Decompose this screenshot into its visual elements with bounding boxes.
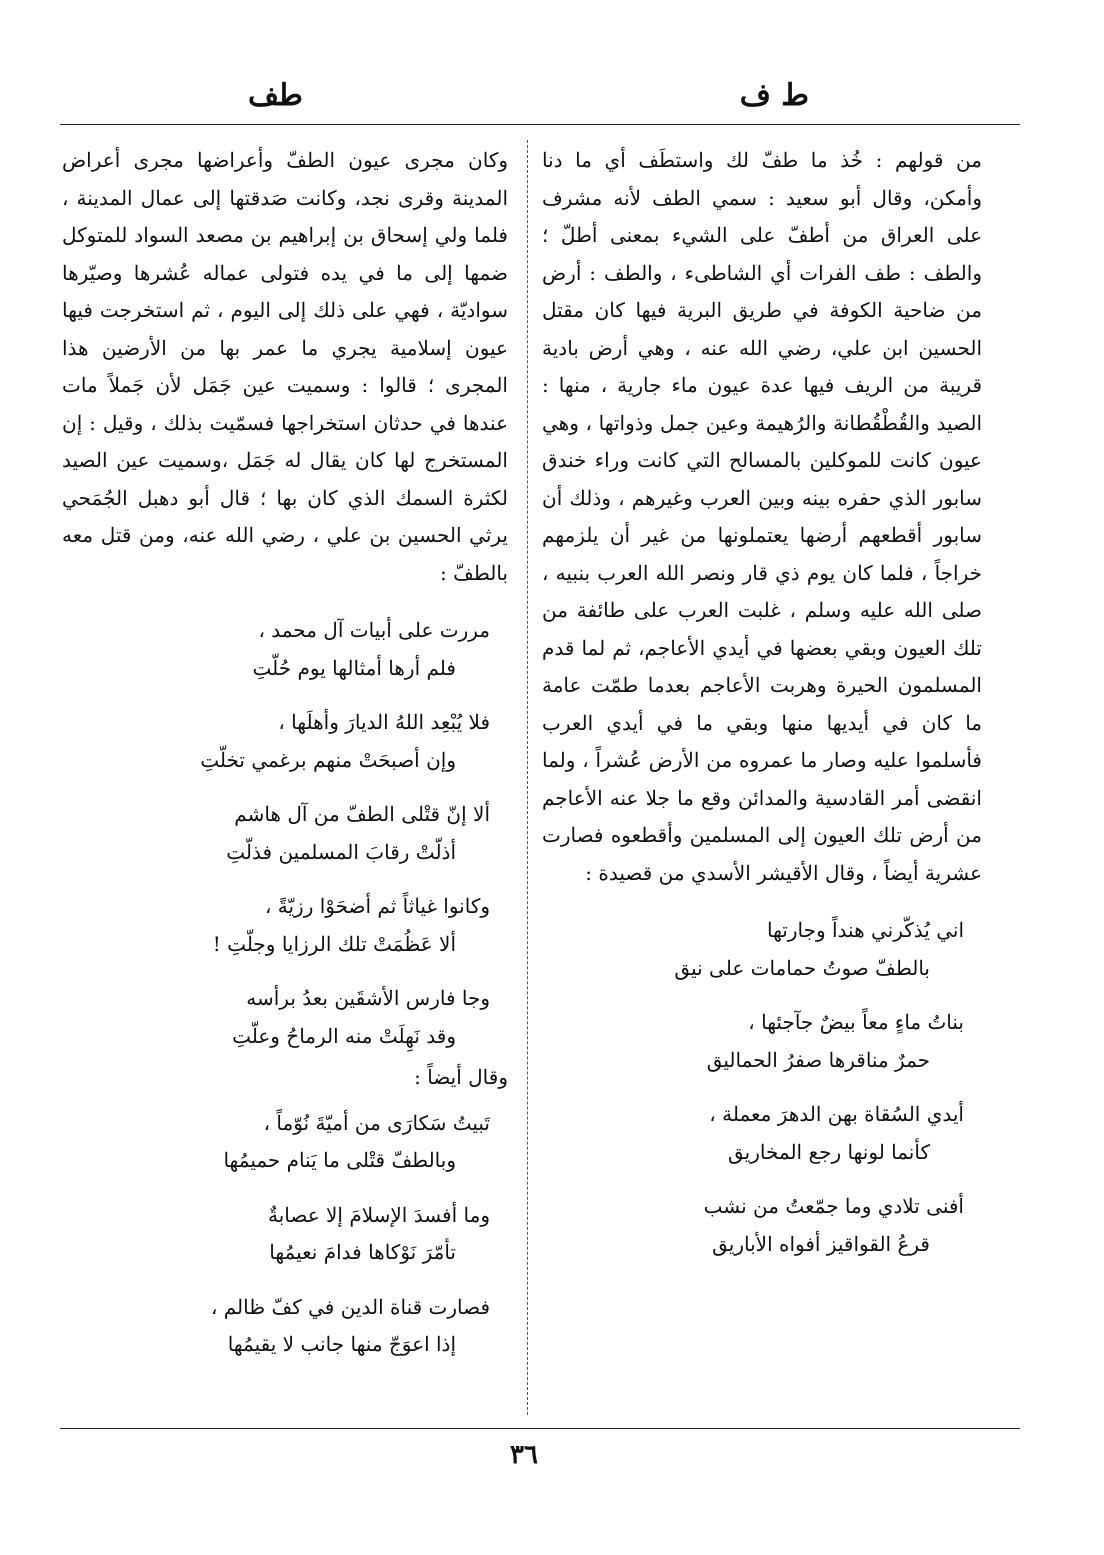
- verse: [62, 1197, 508, 1272]
- verse-first-hemistich: مررت على أبيات آل محمد ،: [258, 618, 490, 642]
- verse: [62, 612, 508, 687]
- verse-first-hemistich: اني يُذكّرني هنداً وجارتها: [766, 918, 964, 942]
- verse-second-hemistich: وبالطفّ قتْلى ما يَنام حميمُها: [223, 1148, 456, 1172]
- verse: [542, 912, 982, 987]
- right-column: [542, 142, 982, 1280]
- left-poem-1: [62, 612, 508, 1055]
- verse-second-hemistich: أذلّتْ رقابَ المسلمين فذلّتِ: [226, 839, 456, 864]
- verse-second-hemistich: حمرٌ مناقرها صفرُ الحماليق: [706, 1047, 930, 1072]
- right-poem: [542, 912, 982, 1263]
- verse: [62, 1289, 508, 1364]
- left-poem-2: [62, 1105, 508, 1364]
- verse-first-hemistich: وكانوا غياثاً ثم أضحَوْا رزيّةً ،: [264, 894, 490, 918]
- verse-second-hemistich: كأنما لونها رجع المخاريق: [727, 1139, 930, 1164]
- verse: [62, 1105, 508, 1180]
- verse: [62, 888, 508, 963]
- verse-second-hemistich: وقد نَهِلَتْ منه الرماحُ وعلّتِ: [232, 1023, 456, 1048]
- verse-second-hemistich: بالطفّ صوتُ حمامات على نيق: [674, 955, 930, 980]
- verse-second-hemistich: وإن أصبحَتْ منهم برغمي تخلّتِ: [200, 747, 456, 772]
- verse: [542, 1188, 982, 1263]
- verse-first-hemistich: وما أفسدَ الإسلامَ إلا عصابةٌ: [267, 1202, 490, 1227]
- verse-first-hemistich: وجا فارس الأشقَين بعدُ برأسه: [246, 986, 490, 1010]
- header-entry-right: ط ف: [739, 78, 809, 113]
- column-divider: [527, 140, 528, 1415]
- verse-first-hemistich: تَبيتُ سَكارَى من أميّةَ نُوّماً ،: [263, 1110, 490, 1135]
- left-column-paragraph: وكان مجرى عيون الطفّ وأعراضها مجرى أعراض المدينة وقرى نجد، وكانت صَدقتها إلى عمال المدينة ، فلما ولي إسحاق بن إبراهيم بن مصعد السواد للمتوكل ضمها إلى ما في يده فتولى عماله عُشرها وصيّرها سواديّة ، فهي على ذلك إلى اليوم ، ثم استخرجت فيها عيون إسلامية يجري ما عمر بها من الأرضين هذا المجرى ؛ قالوا : وسميت عين جَمَل لأن جَملاً مات عندها في حدثان استخراجها فسمّيت بذلك ، وقيل : إن المستخرج لها كان يقال له جَمَل ،وسميت عين الصيد لكثرة السمك الذي كان بها ؛ قال أبو دهبل الجُمَحي يرثي الحسين بن علي ، رضي الله عنه، ومن قتل معه بالطفّ :: [62, 148, 508, 585]
- verse-second-hemistich: فلم أرها أمثالها يوم حُلّتِ: [252, 655, 456, 680]
- right-column-paragraph: من قولهم : خُذ ما طفّ لك واستطَف أي ما دنا وأمكن، وقال أبو سعيد : سمي الطف لأنه مشرف على العراق من أطفّ على الشيء بمعنى أطلّ ؛ والطف : طف الفرات أي الشاطىء ، والطف : أرض من ضاحية الكوفة في طريق البرية فيها كان مقتل الحسين ابن علي، رضي الله عنه ، وهي أرض بادية قريبة من الريف فيها عدة عيون ماء جارية ، منها : الصيد والقُطْقُطانة والرُهيمة وعين جمل وذواتها ، وهي عيون كانت للموكلين بالمسالح التي كانت وراء خندق سابور الذي حفره بينه وبين العرب وغيرهم ، وذلك أن سابور أقطعهم أرضها يعتملونها من غير أن يلزمهم خراجاً ، فلما كان يوم ذي قار ونصر الله العرب بنبيه ، صلى الله عليه وسلم ، غلبت العرب على طائفة من تلك العيون وبقي بعضها في أيدي الأعاجم، ثم لما قدم المسلمون الحيرة وهربت الأعاجم بعدما طمّت عامة ما كان في أيديها منها وبقي ما في أيدي العرب فأسلموا عليه وصار ما عمروه من الأرض عُشراً ، ولما انقضى أمر القادسية والمدائن وقع ما جلا عنه الأعاجم من أرض تلك العيون إلى المسلمين وأقطعوه فصارت عشرية أيضاً ، وقال الأقيشر الأسدي من قصيدة :: [542, 148, 982, 885]
- header-entry-left: طف: [248, 78, 303, 113]
- verse-first-hemistich: أفنى تلادي وما جمّعتُ من نشب: [703, 1194, 964, 1218]
- verse-second-hemistich: ألا عَظُمَتْ تلك الرزايا وجلّتِ !: [212, 931, 456, 956]
- verse: [62, 796, 508, 871]
- verse-first-hemistich: أيدي السُقاة بهن الدهرَ معملة ،: [709, 1102, 964, 1126]
- verse: [542, 1096, 982, 1171]
- verse-second-hemistich: إذا اعوَجّ منها جانب لا يقيمُها: [227, 1332, 456, 1356]
- page-number: ٣٦: [510, 1440, 538, 1470]
- verse-first-hemistich: فصارت قناة الدين في كفّ ظالم ،: [210, 1294, 490, 1319]
- top-rule: [60, 124, 1020, 125]
- verse: [542, 1004, 982, 1079]
- verse: [62, 704, 508, 779]
- verse-second-hemistich: تأمّرَ نَوْكاها فدامَ نعيمُها: [269, 1240, 456, 1264]
- bottom-rule: [60, 1428, 1020, 1429]
- verse: [62, 980, 508, 1055]
- left-column: [62, 142, 508, 1381]
- verse-first-hemistich: بناتُ ماءٍ معاً بيضٌ جآجئها ،: [748, 1010, 964, 1034]
- verse-first-hemistich: ألا إنّ قتْلى الطفّ من آل هاشم: [234, 802, 490, 826]
- left-mid-text: وقال أيضاً :: [414, 1065, 508, 1089]
- verse-first-hemistich: فلا يُبْعِد اللهُ الديارَ وأهلَها ،: [278, 710, 490, 734]
- verse-second-hemistich: قرعُ القواقيز أفواه الأباريق: [712, 1231, 930, 1256]
